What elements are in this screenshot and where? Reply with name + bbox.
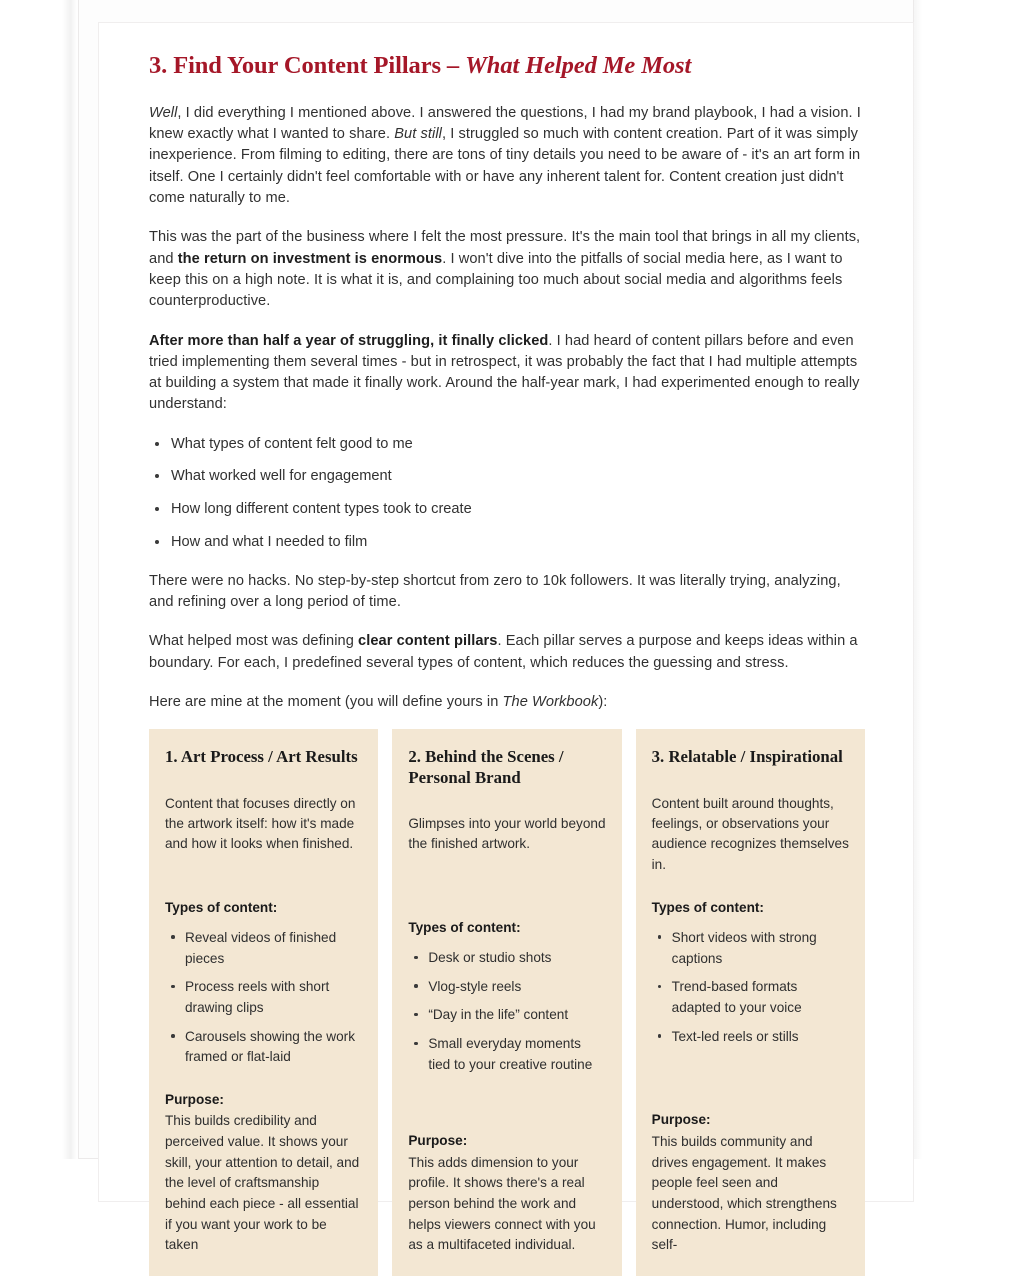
pillar-card-3 <box>636 729 865 1275</box>
pillar-description: Content that focuses directly on the artwork itself: how it's made and how it looks when finished. <box>165 795 356 852</box>
pillar-purpose <box>408 1131 605 1256</box>
list-item: Reveal videos of finished pieces <box>185 928 362 969</box>
pillar-purpose-label: Purpose: <box>408 1133 468 1149</box>
pillar-description: Glimpses into your world beyond the finished artwork. <box>408 815 606 852</box>
pillar-purpose-label: Purpose: <box>165 1091 224 1107</box>
list-item: How and what I needed to film <box>171 532 865 553</box>
pillar-title: 3. Relatable / Inspirational <box>651 747 843 767</box>
pillar-title: 1. Art Process / Art Results <box>165 747 358 767</box>
paragraph-intro-part1: , I did everything I mentioned above. I answered the questions, I had my brand playbook, I had a vision. I knew exactly what I wanted to share. <box>149 104 861 143</box>
article-container <box>98 22 914 1253</box>
paragraph-workbook <box>149 692 865 713</box>
paragraph-intro-em-well: Well <box>149 104 178 121</box>
page-title-prefix: 3. Find Your Content Pillars – <box>149 52 466 79</box>
paragraph-clicked-rest: . I had heard of content pillars before and even tried implementing them several times - but in retrospect, it was probably the fact that I had multiple attempts at building a system that made it finally work. Around the half-year mark, I had experimented enough to really understand: <box>149 332 860 413</box>
paragraph-clicked <box>149 331 865 416</box>
list-item: Carousels showing the work framed or flat-laid <box>185 1027 362 1068</box>
list-item: Process reels with short drawing clips <box>185 977 362 1018</box>
list-item: Vlog-style reels <box>428 977 605 998</box>
paragraph-intro-part2: , I struggled so much with content creation. Part of it was simply inexperience. From filming to editing, there are tons of tiny details you need to be aware of - it's an art form in itself. One I certainly didn't feel comfortable with or have any inherent talent for. Content creation just didn't come naturally to me. <box>149 126 861 207</box>
pillar-purpose-text: This adds dimension to your profile. It shows there's a real person behind the work and helps viewers connect with you as a multifaceted individual. <box>408 1154 596 1253</box>
pillar-purpose <box>652 1110 849 1255</box>
paragraph-pressure-part1: This was the part of the business where I felt the most pressure. It's the main tool that brings in all my clients, and <box>149 229 861 267</box>
paragraph-clicked-bold: After more than half a year of struggling, it finally clicked <box>149 332 549 349</box>
page-title <box>149 51 865 81</box>
pillar-types-list <box>652 928 849 1055</box>
pillar-cards <box>149 729 865 1275</box>
pillar-types-list <box>165 928 362 1076</box>
pillar-purpose <box>165 1090 362 1256</box>
pillar-card-1 <box>149 729 378 1275</box>
pillar-card-2-inner <box>408 747 605 1255</box>
paragraph-pillars-bold: clear content pillars <box>358 633 498 650</box>
list-item: Short videos with strong captions <box>672 928 849 969</box>
paragraph-pressure <box>149 227 865 312</box>
list-item: Trend-based formats adapted to your voice <box>672 977 849 1018</box>
article-content <box>99 23 913 1276</box>
paragraph-pressure-part2: . I won't dive into the pitfalls of social media here, as I want to keep this on a high note. It is what it is, and complaining too much about social media and algorithms feels counterproductive. <box>149 250 843 310</box>
paragraph-no-hacks: There were no hacks. No step-by-step shortcut from zero to 10k followers. It was literally trying, analyzing, and refining over a long period of time. <box>149 572 841 611</box>
list-item: How long different content types took to create <box>171 499 865 520</box>
pillar-card-1-inner <box>165 747 362 1255</box>
left-page-shadow <box>62 0 78 1159</box>
paragraph-pillars-part2: . Each pillar serves a purpose and keeps ideas within a boundary. For each, I predefined several types of content, which reduces the guessing and stress. <box>149 633 858 671</box>
pillar-title: 2. Behind the Scenes / Personal Brand <box>408 747 564 787</box>
list-item: What types of content felt good to me <box>171 434 865 455</box>
list-item: “Day in the life” content <box>428 1005 605 1026</box>
list-item: Text-led reels or stills <box>672 1027 849 1048</box>
paragraph-pressure-bold: the return on investment is enormous <box>177 250 443 267</box>
pillar-types-list <box>408 948 605 1083</box>
list-item: What worked well for engagement <box>171 466 865 487</box>
pillar-purpose-text: This builds community and drives engagement. It makes people feel seen and understood, which strengthens connection. Humor, including self- <box>651 1133 837 1253</box>
pillar-purpose-label: Purpose: <box>651 1112 711 1128</box>
paragraph-intro-em-butstill: But still <box>394 126 442 143</box>
list-item: Small everyday moments tied to your creative routine <box>428 1034 605 1075</box>
pillar-types-label: Types of content: <box>651 899 764 915</box>
workbook-title: The Workbook <box>502 694 599 711</box>
pillar-description: Content built around thoughts, feelings, or observations your audience recognizes themselves in. <box>651 795 849 872</box>
paragraph-pillars-part1: What helped most was defining <box>149 633 359 650</box>
list-item: Desk or studio shots <box>428 948 605 969</box>
pillar-spacer <box>652 1069 849 1110</box>
pillar-card-3-inner <box>652 747 849 1255</box>
pillar-types-label: Types of content: <box>408 919 521 935</box>
pillar-types-label: Types of content: <box>165 899 278 915</box>
pillar-purpose-text: This builds credibility and perceived value. It shows your skill, your attention to detail, and the level of craftsmanship behind each piece - all essential if you want your work to be taken <box>165 1113 360 1253</box>
page-title-italic: What Helped Me Most <box>465 52 692 79</box>
paragraph-intro <box>149 103 865 209</box>
paragraph-workbook-part2: ): <box>598 694 608 711</box>
pillar-card-2 <box>392 729 621 1275</box>
paragraph-workbook-part1: Here are mine at the moment (you will define yours in <box>149 694 503 711</box>
understand-list <box>149 434 865 553</box>
paragraph-pillars-help <box>149 631 865 674</box>
